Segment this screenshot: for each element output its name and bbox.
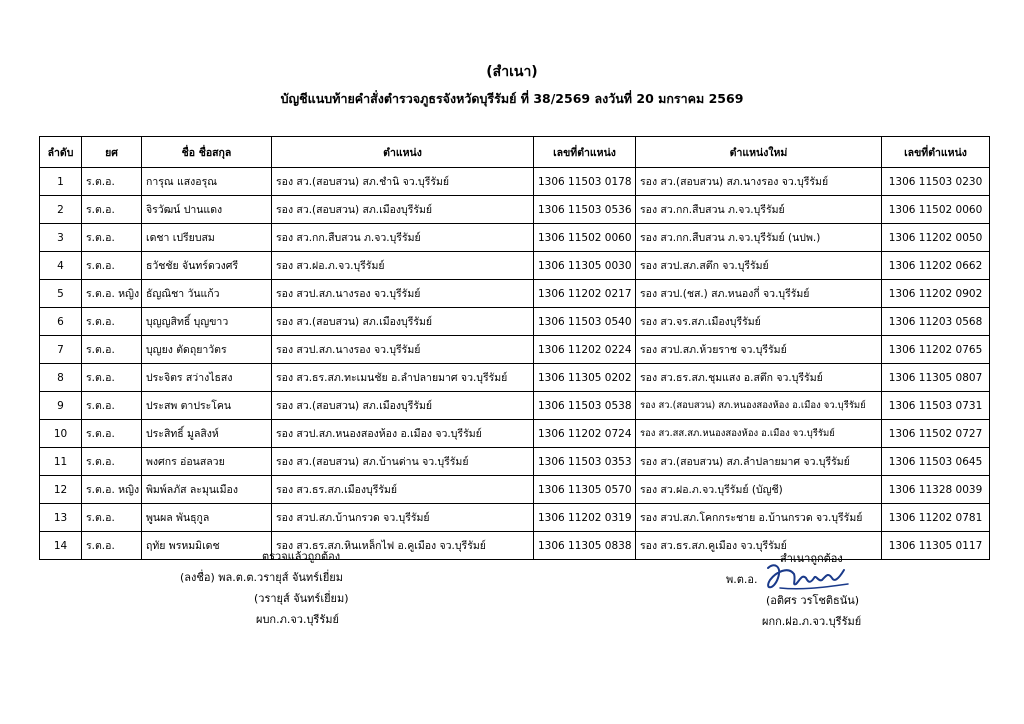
cell-name: ประสพ ตาประโคน [142,392,272,420]
cell-position: รอง สว.(สอบสวน) สภ.บ้านด่าน จว.บุรีรัมย์ [272,448,534,476]
cell-position: รอง สวป.สภ.บ้านกรวด จว.บุรีรัมย์ [272,504,534,532]
header-new-position-number: เลขที่ตำแหน่ง [882,137,990,168]
cell-rank: ร.ต.อ. [82,196,142,224]
cell-order: 1 [40,168,82,196]
cell-order: 10 [40,420,82,448]
cell-order: 12 [40,476,82,504]
table-header-row [40,137,990,168]
table-row [40,504,990,532]
cell-position-number: 1306 11305 0030 [534,252,636,280]
cell-new-position-number: 1306 11202 0050 [882,224,990,252]
cell-position-number: 1306 11202 0224 [534,336,636,364]
header-name: ชื่อ ชื่อสกุล [142,137,272,168]
table-row [40,252,990,280]
cell-order: 9 [40,392,82,420]
cell-order: 2 [40,196,82,224]
cell-order: 5 [40,280,82,308]
cell-new-position-number: 1306 11202 0765 [882,336,990,364]
cell-rank: ร.ต.อ. [82,420,142,448]
cell-new-position: รอง สว.ธร.สภ.ชุมแสง อ.สตึก จว.บุรีรัมย์ [636,364,882,392]
cell-new-position: รอง สวป.สภ.โคกกระชาย อ.บ้านกรวด จว.บุรีรัมย์ [636,504,882,532]
cell-name: บุญญสิทธิ์ บุญขาว [142,308,272,336]
cell-position-number: 1306 11503 0536 [534,196,636,224]
cell-order: 11 [40,448,82,476]
cell-new-position: รอง สว.กก.สืบสวน ภ.จว.บุรีรัมย์ (นปพ.) [636,224,882,252]
cell-new-position-number: 1306 11202 0781 [882,504,990,532]
table-row [40,476,990,504]
signature-block-verifier [180,546,349,630]
cell-rank: ร.ต.อ. [82,532,142,560]
cell-name: ฤทัย พรหมมิเดช [142,532,272,560]
table-row [40,392,990,420]
table-row [40,168,990,196]
signer-title: ผบก.ภ.จว.บุรีรัมย์ [256,613,339,626]
cell-position: รอง สว.(สอบสวน) สภ.เมืองบุรีรัมย์ [272,392,534,420]
cell-position-number: 1306 11305 0202 [534,364,636,392]
cell-new-position: รอง สว.สส.สภ.หนองสองห้อง อ.เมือง จว.บุรีรัมย์ [636,420,882,448]
header-position: ตำแหน่ง [272,137,534,168]
cell-rank: ร.ต.อ. [82,392,142,420]
cell-position-number: 1306 11305 0838 [534,532,636,560]
cell-position-number: 1306 11503 0353 [534,448,636,476]
cell-position: รอง สว.ธร.สภ.เมืองบุรีรัมย์ [272,476,534,504]
header-order: ลำดับ [40,137,82,168]
cell-name: เดชา เปรียบสม [142,224,272,252]
header-rank: ยศ [82,137,142,168]
certifier-name: (อติศร วรโชติธนัน) [766,594,860,607]
cell-rank: ร.ต.อ. [82,252,142,280]
cell-order: 4 [40,252,82,280]
cell-order: 14 [40,532,82,560]
cell-name: ธวัชชัย จันทร์ดวงศรี [142,252,272,280]
certified-copy-label: สำเนาถูกต้อง [780,552,843,565]
cell-position: รอง สว.ธร.สภ.หินเหล็กไฟ อ.คูเมือง จว.บุรีรัมย์ [272,532,534,560]
cell-rank: ร.ต.อ. [82,224,142,252]
cell-new-position-number: 1306 11503 0731 [882,392,990,420]
cell-new-position: รอง สว.(สอบสวน) สภ.นางรอง จว.บุรีรัมย์ [636,168,882,196]
cell-order: 13 [40,504,82,532]
cell-new-position: รอง สวป.(ชส.) สภ.หนองกี่ จว.บุรีรัมย์ [636,280,882,308]
cell-rank: ร.ต.อ. หญิง [82,476,142,504]
cell-new-position: รอง สว.กก.สืบสวน ภ.จว.บุรีรัมย์ [636,196,882,224]
cell-name: ประจิตร สว่างไธสง [142,364,272,392]
cell-position-number: 1306 11202 0217 [534,280,636,308]
cell-rank: ร.ต.อ. [82,168,142,196]
cell-position: รอง สวป.สภ.นางรอง จว.บุรีรัมย์ [272,336,534,364]
cell-new-position-number: 1306 11503 0230 [882,168,990,196]
cell-new-position-number: 1306 11502 0060 [882,196,990,224]
cell-name: ประสิทธิ์ มูลสิงห์ [142,420,272,448]
cell-new-position: รอง สว.(สอบสวน) สภ.หนองสองห้อง อ.เมือง จว.บุรีรัมย์ [636,392,882,420]
certifier-title: ผกก.ฝอ.ภ.จว.บุรีรัมย์ [762,615,862,628]
cell-rank: ร.ต.อ. [82,308,142,336]
cell-new-position-number: 1306 11202 0662 [882,252,990,280]
cell-position: รอง สว.(สอบสวน) สภ.เมืองบุรีรัมย์ [272,308,534,336]
table-row [40,448,990,476]
cell-name: บุญยง ตัดถุยาวัตร [142,336,272,364]
cell-rank: ร.ต.อ. [82,364,142,392]
cell-name: ธัญณิชา วันแก้ว [142,280,272,308]
cell-rank: ร.ต.อ. [82,336,142,364]
cell-position-number: 1306 11305 0570 [534,476,636,504]
cell-position: รอง สวป.สภ.หนองสองห้อง อ.เมือง จว.บุรีรัมย์ [272,420,534,448]
cell-name: จิรวัฒน์ ปานแดง [142,196,272,224]
cell-position-number: 1306 11502 0060 [534,224,636,252]
cell-new-position: รอง สวป.สภ.ห้วยราช จว.บุรีรัมย์ [636,336,882,364]
cell-name: พิมพ์ลภัส ละมุนเมือง [142,476,272,504]
cell-new-position-number: 1306 11503 0645 [882,448,990,476]
cell-new-position-number: 1306 11203 0568 [882,308,990,336]
table-row [40,336,990,364]
signer-name: (วรายุส์ จันทร์เยี่ยม) [254,592,349,605]
table-row [40,364,990,392]
cell-position-number: 1306 11202 0724 [534,420,636,448]
cell-position: รอง สว.กก.สืบสวน ภ.จว.บุรีรัมย์ [272,224,534,252]
cell-new-position: รอง สวป.สภ.สตึก จว.บุรีรัมย์ [636,252,882,280]
cell-position-number: 1306 11503 0178 [534,168,636,196]
cell-new-position: รอง สว.จร.สภ.เมืองบุรีรัมย์ [636,308,882,336]
copy-label: (สำเนา) [486,64,538,80]
cell-new-position-number: 1306 11202 0902 [882,280,990,308]
certifier-rank: พ.ต.อ. [726,573,758,586]
table-row [40,224,990,252]
cell-order: 3 [40,224,82,252]
cell-rank: ร.ต.อ. หญิง [82,280,142,308]
cell-name: การุณ แสงอรุณ [142,168,272,196]
signer-line: (ลงชื่อ) พล.ต.ต.วรายุส์ จันทร์เยี่ยม [180,571,343,584]
cell-name: พูนผล พันธุกูล [142,504,272,532]
cell-new-position-number: 1306 11305 0807 [882,364,990,392]
cell-new-position: รอง สว.ฝอ.ภ.จว.บุรีรัมย์ (บัญชี) [636,476,882,504]
cell-new-position-number: 1306 11502 0727 [882,420,990,448]
cell-order: 7 [40,336,82,364]
cell-position: รอง สว.(สอบสวน) สภ.เมืองบุรีรัมย์ [272,196,534,224]
signature-block-certifier [724,548,861,632]
document-title: บัญชีแนบท้ายคำสั่งตำรวจภูธรจังหวัดบุรีรัมย์ ที่ 38/2569 ลงวันที่ 20 มกราคม 2569 [280,91,744,106]
cell-new-position-number: 1306 11305 0117 [882,532,990,560]
cell-name: พงศกร อ่อนสลวย [142,448,272,476]
table-body [40,168,990,560]
cell-position: รอง สว.(สอบสวน) สภ.ชำนิ จว.บุรีรัมย์ [272,168,534,196]
personnel-table [39,136,990,560]
cell-position: รอง สว.ฝอ.ภ.จว.บุรีรัมย์ [272,252,534,280]
cell-new-position: รอง สว.ธร.สภ.คูเมือง จว.บุรีรัมย์ [636,532,882,560]
cell-position: รอง สวป.สภ.นางรอง จว.บุรีรัมย์ [272,280,534,308]
verified-label: ตรวจแล้วถูกต้อง [262,550,341,563]
cell-rank: ร.ต.อ. [82,504,142,532]
header-new-position: ตำแหน่งใหม่ [636,137,882,168]
cell-position-number: 1306 11202 0319 [534,504,636,532]
table-row [40,420,990,448]
table-row [40,280,990,308]
cell-new-position: รอง สว.(สอบสวน) สภ.ลำปลายมาศ จว.บุรีรัมย์ [636,448,882,476]
cell-order: 6 [40,308,82,336]
cell-position: รอง สว.ธร.สภ.ทะเมนชัย อ.ลำปลายมาศ จว.บุรีรัมย์ [272,364,534,392]
table-row [40,308,990,336]
table-row [40,196,990,224]
cell-rank: ร.ต.อ. [82,448,142,476]
cell-new-position-number: 1306 11328 0039 [882,476,990,504]
cell-order: 8 [40,364,82,392]
cell-position-number: 1306 11503 0540 [534,308,636,336]
header-position-number: เลขที่ตำแหน่ง [534,137,636,168]
cell-position-number: 1306 11503 0538 [534,392,636,420]
